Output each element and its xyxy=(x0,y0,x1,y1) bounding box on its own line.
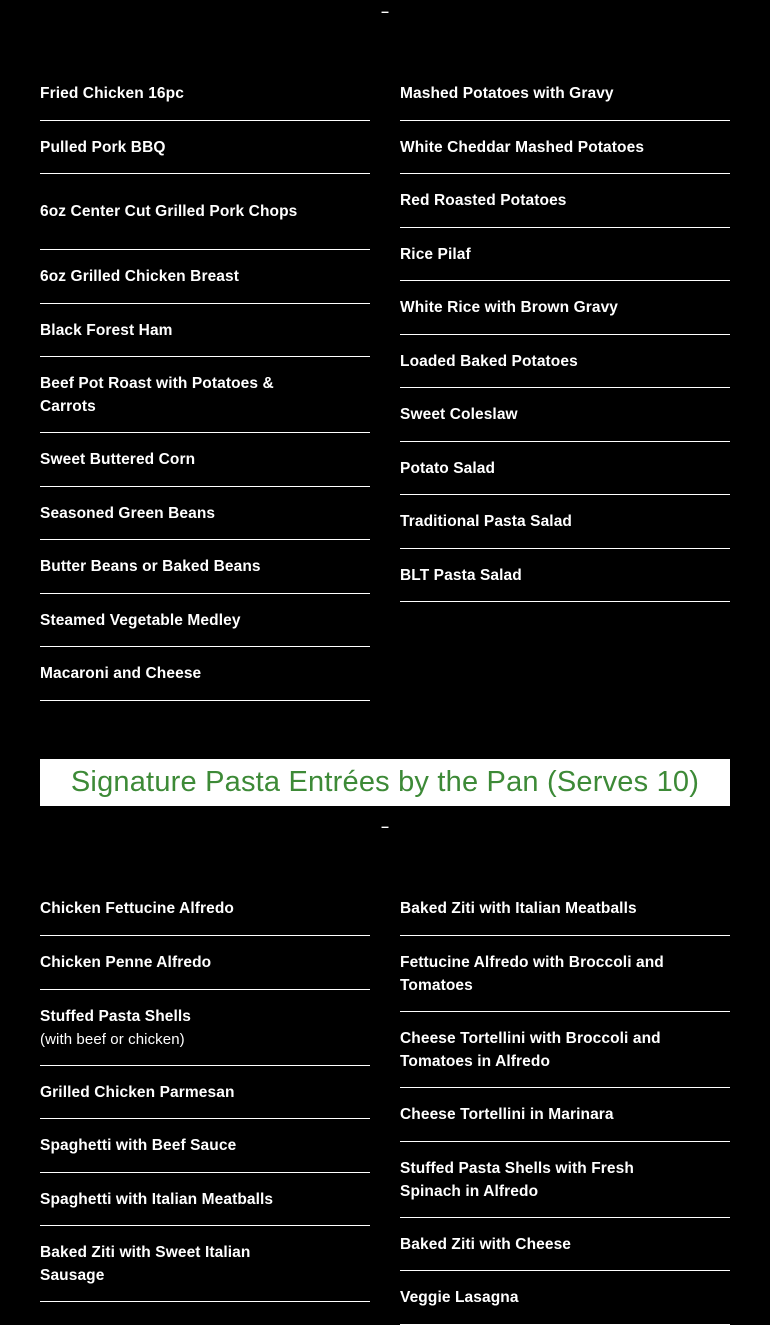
list-item xyxy=(400,174,730,228)
list-item-label: Chicken Fettucine Alfredo xyxy=(40,900,234,917)
list-item xyxy=(40,1066,370,1119)
list-item xyxy=(400,1012,730,1088)
list-item xyxy=(40,357,370,433)
list-item xyxy=(400,66,730,121)
pasta-right-column xyxy=(400,882,730,1325)
list-item-label: Stuffed Pasta Shells xyxy=(40,1007,192,1025)
list-item-label: Baked Ziti with Sweet Italian Sausage xyxy=(40,1243,251,1284)
side-dishes-left-column xyxy=(40,66,370,701)
list-item xyxy=(400,1218,730,1271)
list-item-label: Spaghetti with Italian Meatballs xyxy=(40,1190,274,1208)
list-item-label: Seasoned Green Beans xyxy=(40,504,216,522)
list-item xyxy=(40,1226,370,1302)
list-item xyxy=(400,882,730,936)
list-item xyxy=(40,121,370,174)
list-item-label: Potato Salad xyxy=(400,459,496,477)
pasta-left-column xyxy=(40,882,370,1302)
list-item xyxy=(40,1119,370,1173)
list-item-label: Red Roasted Potatoes xyxy=(400,192,567,209)
list-item xyxy=(40,594,370,647)
list-item-label: Cheese Tortellini with Broccoli and Tomatoes in Alfredo xyxy=(400,1029,661,1070)
list-item-label: Grilled Chicken Parmesan xyxy=(40,1083,235,1101)
list-item-label: 6oz Grilled Chicken Breast xyxy=(40,268,239,285)
list-item-label: Cheese Tortellini in Marinara xyxy=(400,1106,614,1123)
list-item-label: Beef Pot Roast with Potatoes & Carrots xyxy=(40,374,274,415)
list-item xyxy=(40,487,370,540)
list-item xyxy=(400,442,730,495)
list-item-label: Fried Chicken 16pc xyxy=(40,84,184,102)
list-item xyxy=(400,228,730,281)
list-item-label: Rice Pilaf xyxy=(400,245,471,263)
list-item xyxy=(40,990,370,1066)
list-item-label: Chicken Penne Alfredo xyxy=(40,954,212,971)
list-item-label: White Cheddar Mashed Potatoes xyxy=(400,138,645,156)
list-item xyxy=(400,936,730,1012)
list-item xyxy=(40,304,370,357)
side-dishes-right-column xyxy=(400,66,730,602)
list-item xyxy=(400,388,730,442)
list-item-label-group xyxy=(40,1005,191,1051)
list-item xyxy=(40,936,370,990)
list-item-label: Mashed Potatoes with Gravy xyxy=(400,84,614,102)
list-item-label: Sweet Buttered Corn xyxy=(40,451,196,468)
list-item-label: 6oz Center Cut Grilled Pork Chops xyxy=(40,203,298,220)
list-item-note: (with beef or chicken) xyxy=(40,1030,185,1048)
section-separator-top: – xyxy=(381,3,389,19)
list-item-label: Baked Ziti with Italian Meatballs xyxy=(400,900,637,917)
list-item xyxy=(400,281,730,335)
list-item-label: Macaroni and Cheese xyxy=(40,665,202,682)
list-item-label: Spaghetti with Beef Sauce xyxy=(40,1137,237,1154)
list-item xyxy=(40,1173,370,1226)
list-item-label: Black Forest Ham xyxy=(40,321,173,339)
list-item-label: Sweet Coleslaw xyxy=(400,406,518,423)
list-item xyxy=(40,647,370,701)
list-item xyxy=(400,1088,730,1142)
section-separator: – xyxy=(381,818,389,834)
list-item xyxy=(400,335,730,388)
list-item-label: Stuffed Pasta Shells with Fresh Spinach in Alfredo xyxy=(400,1159,634,1200)
list-item-label: Traditional Pasta Salad xyxy=(400,513,572,530)
list-item xyxy=(400,121,730,174)
list-item xyxy=(400,495,730,549)
section-title-banner: Signature Pasta Entrées by the Pan (Serves 10) xyxy=(40,759,730,806)
list-item xyxy=(40,174,370,250)
list-item xyxy=(400,1271,730,1325)
list-item-label: Fettucine Alfredo with Broccoli and Tomatoes xyxy=(400,953,664,994)
list-item-label: BLT Pasta Salad xyxy=(400,566,522,584)
list-item xyxy=(400,1142,730,1218)
list-item-label: Veggie Lasagna xyxy=(400,1289,519,1306)
list-item-label: Steamed Vegetable Medley xyxy=(40,611,241,629)
list-item xyxy=(40,66,370,121)
list-item-label: Butter Beans or Baked Beans xyxy=(40,558,261,575)
list-item xyxy=(40,250,370,304)
list-item-label: Pulled Pork BBQ xyxy=(40,138,166,156)
list-item xyxy=(400,549,730,602)
list-item xyxy=(40,540,370,594)
list-item-label: Baked Ziti with Cheese xyxy=(400,1235,572,1253)
list-item xyxy=(40,433,370,487)
list-item-label: White Rice with Brown Gravy xyxy=(400,299,619,316)
list-item xyxy=(40,882,370,936)
list-item-label: Loaded Baked Potatoes xyxy=(400,352,578,370)
